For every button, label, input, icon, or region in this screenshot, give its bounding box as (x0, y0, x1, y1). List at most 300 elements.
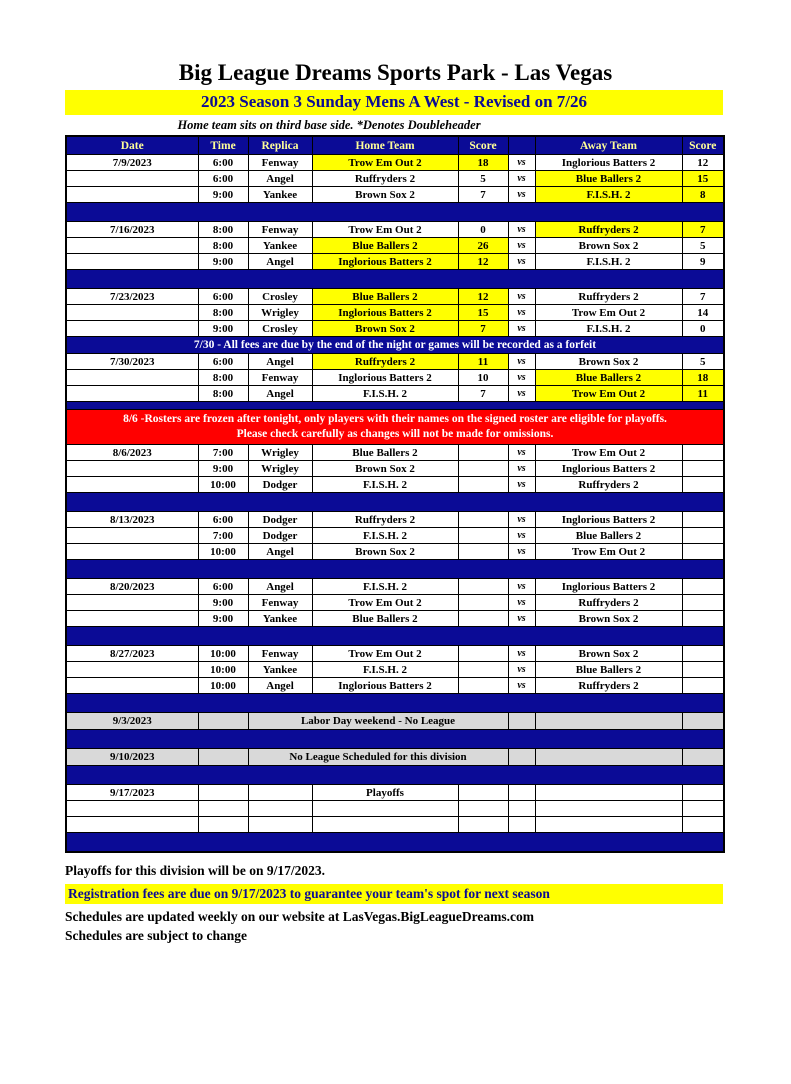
empty-cell (198, 817, 248, 833)
home-score-cell: 15 (458, 305, 508, 321)
vs-label: vs (508, 370, 535, 386)
replica-cell: Yankee (248, 662, 312, 678)
empty-cell (312, 817, 458, 833)
game-row (66, 171, 724, 187)
home-team-cell: Brown Sox 2 (312, 321, 458, 337)
time-cell: 9:00 (198, 611, 248, 627)
away-score-cell (682, 477, 724, 493)
vs-label (508, 749, 535, 766)
empty-cell (66, 817, 198, 833)
time-cell: 10:00 (198, 477, 248, 493)
empty-cell (458, 817, 508, 833)
home-team-cell: F.I.S.H. 2 (312, 528, 458, 544)
home-team-cell: Inglorious Batters 2 (312, 370, 458, 386)
replica-cell (248, 785, 312, 801)
date-cell (66, 544, 198, 560)
separator-band (66, 402, 724, 410)
game-row (66, 187, 724, 203)
time-cell: 10:00 (198, 662, 248, 678)
time-cell: 8:00 (198, 305, 248, 321)
game-row (66, 595, 724, 611)
date-cell (66, 528, 198, 544)
date-cell (66, 477, 198, 493)
game-row (66, 678, 724, 694)
date-cell: 9/17/2023 (66, 785, 198, 801)
date-cell (66, 321, 198, 337)
replica-cell: Dodger (248, 512, 312, 528)
date-cell (66, 678, 198, 694)
table-header-row (66, 136, 724, 155)
away-score-cell (682, 646, 724, 662)
time-cell: 6:00 (198, 171, 248, 187)
schedule-table (65, 135, 725, 853)
time-cell: 8:00 (198, 370, 248, 386)
replica-cell: Angel (248, 579, 312, 595)
game-row (66, 646, 724, 662)
home-team-cell: Brown Sox 2 (312, 544, 458, 560)
home-team-cell: Trow Em Out 2 (312, 595, 458, 611)
empty-cell (458, 801, 508, 817)
home-team-cell: Trow Em Out 2 (312, 155, 458, 171)
home-score-cell (458, 785, 508, 801)
away-score-cell (682, 678, 724, 694)
time-cell: 9:00 (198, 321, 248, 337)
notice-gray-row (66, 749, 724, 766)
replica-cell: Angel (248, 354, 312, 370)
game-row (66, 477, 724, 493)
away-score-cell (682, 461, 724, 477)
away-score-cell (682, 595, 724, 611)
roster-freeze-banner-line: 8/6 -Rosters are frozen after tonight, only players with their names on the signed roster are eligible for playoffs. (123, 413, 667, 425)
schedule-page (0, 60, 791, 944)
empty-cell (535, 817, 682, 833)
away-score-cell (682, 662, 724, 678)
separator-row (66, 203, 724, 222)
home-score-cell (458, 477, 508, 493)
away-team-cell: F.I.S.H. 2 (535, 254, 682, 270)
time-cell: 6:00 (198, 289, 248, 305)
away-team-cell: Brown Sox 2 (535, 646, 682, 662)
separator-row (66, 694, 724, 713)
vs-label: vs (508, 321, 535, 337)
away-score-cell: 14 (682, 305, 724, 321)
away-team-cell: Ruffryders 2 (535, 222, 682, 238)
game-row (66, 254, 724, 270)
date-cell (66, 662, 198, 678)
time-cell: 7:00 (198, 445, 248, 461)
away-team-cell (535, 713, 682, 730)
empty-cell (312, 801, 458, 817)
away-score-cell: 0 (682, 321, 724, 337)
away-team-cell: Trow Em Out 2 (535, 386, 682, 402)
subject-to-change-note: Schedules are subject to change (65, 928, 247, 943)
away-team-cell: Blue Ballers 2 (535, 171, 682, 187)
separator-band (66, 730, 724, 749)
home-team-cell: Blue Ballers 2 (312, 289, 458, 305)
separator-thin-row (66, 402, 724, 410)
empty-cell (248, 817, 312, 833)
away-score-cell (682, 785, 724, 801)
roster-freeze-banner-line: Please check carefully as changes will not be made for omissions. (236, 428, 554, 440)
away-score-cell: 18 (682, 370, 724, 386)
game-row (66, 155, 724, 171)
home-score-cell: 10 (458, 370, 508, 386)
away-score-cell (682, 611, 724, 627)
vs-label: vs (508, 544, 535, 560)
away-team-cell: Trow Em Out 2 (535, 544, 682, 560)
separator-band (66, 833, 724, 853)
separator-band (66, 560, 724, 579)
vs-label: vs (508, 461, 535, 477)
time-cell: 9:00 (198, 461, 248, 477)
away-score-cell: 5 (682, 238, 724, 254)
home-team-cell: F.I.S.H. 2 (312, 386, 458, 402)
away-team-cell: Blue Ballers 2 (535, 662, 682, 678)
replica-cell: Fenway (248, 646, 312, 662)
replica-cell: Angel (248, 386, 312, 402)
date-cell: 8/20/2023 (66, 579, 198, 595)
banner-red-row (66, 410, 724, 445)
game-row (66, 370, 724, 386)
date-cell (66, 461, 198, 477)
home-score-cell (458, 678, 508, 694)
vs-label: vs (508, 386, 535, 402)
game-row (66, 528, 724, 544)
home-score-cell: 0 (458, 222, 508, 238)
footer-notes (65, 863, 723, 944)
replica-cell: Yankee (248, 187, 312, 203)
home-team-cell: Inglorious Batters 2 (312, 254, 458, 270)
date-cell: 7/30/2023 (66, 354, 198, 370)
date-cell: 8/13/2023 (66, 512, 198, 528)
away-team-cell: Blue Ballers 2 (535, 370, 682, 386)
separator-band (66, 766, 724, 785)
replica-cell: Angel (248, 171, 312, 187)
home-team-cell: Blue Ballers 2 (312, 445, 458, 461)
replica-cell: Fenway (248, 222, 312, 238)
column-header-away-team: Away Team (535, 136, 682, 155)
vs-label (508, 785, 535, 801)
home-score-cell: 7 (458, 321, 508, 337)
vs-label: vs (508, 187, 535, 203)
away-team-cell: Ruffryders 2 (535, 289, 682, 305)
vs-label: vs (508, 289, 535, 305)
fees-due-notice: 7/30 - All fees are due by the end of the night or games will be recorded as a forfeit (66, 337, 724, 354)
home-score-cell: 12 (458, 254, 508, 270)
home-team-cell: Inglorious Batters 2 (312, 305, 458, 321)
vs-label: vs (508, 595, 535, 611)
away-team-cell: Ruffryders 2 (535, 477, 682, 493)
time-cell (198, 713, 248, 730)
separator-row (66, 493, 724, 512)
replica-cell: Wrigley (248, 305, 312, 321)
empty-row (66, 801, 724, 817)
time-cell: 8:00 (198, 222, 248, 238)
separator-row (66, 833, 724, 853)
game-row (66, 579, 724, 595)
vs-label: vs (508, 611, 535, 627)
separator-band (66, 493, 724, 512)
home-team-cell: Ruffryders 2 (312, 512, 458, 528)
replica-cell: Dodger (248, 477, 312, 493)
game-row (66, 461, 724, 477)
no-league-message: No League Scheduled for this division (248, 749, 508, 766)
home-score-cell (458, 512, 508, 528)
game-row (66, 544, 724, 560)
separator-row (66, 560, 724, 579)
time-cell: 6:00 (198, 354, 248, 370)
home-team-cell: F.I.S.H. 2 (312, 579, 458, 595)
vs-label: vs (508, 678, 535, 694)
empty-cell (682, 817, 724, 833)
game-row (66, 289, 724, 305)
column-header-home-team: Home Team (312, 136, 458, 155)
home-score-cell (458, 461, 508, 477)
away-score-cell: 5 (682, 354, 724, 370)
home-team-cell: Ruffryders 2 (312, 354, 458, 370)
away-team-cell: Brown Sox 2 (535, 611, 682, 627)
replica-cell: Wrigley (248, 445, 312, 461)
vs-label: vs (508, 354, 535, 370)
time-cell: 10:00 (198, 646, 248, 662)
empty-cell (248, 801, 312, 817)
vs-label: vs (508, 646, 535, 662)
vs-label: vs (508, 238, 535, 254)
away-team-cell: Inglorious Batters 2 (535, 461, 682, 477)
replica-cell: Crosley (248, 289, 312, 305)
home-team-cell: F.I.S.H. 2 (312, 662, 458, 678)
home-score-cell (458, 595, 508, 611)
separator-row (66, 730, 724, 749)
separator-band (66, 694, 724, 713)
away-team-cell: Blue Ballers 2 (535, 528, 682, 544)
notice-navy-row (66, 337, 724, 354)
time-cell: 7:00 (198, 528, 248, 544)
game-row (66, 386, 724, 402)
away-score-cell (682, 579, 724, 595)
away-team-cell (535, 749, 682, 766)
empty-row (66, 817, 724, 833)
away-score-cell: 7 (682, 222, 724, 238)
date-cell (66, 611, 198, 627)
playoffs-date-note: Playoffs for this division will be on 9/17/2023. (65, 863, 326, 878)
home-team-cell: Trow Em Out 2 (312, 646, 458, 662)
home-score-cell: 26 (458, 238, 508, 254)
time-cell: 8:00 (198, 238, 248, 254)
vs-label: vs (508, 445, 535, 461)
away-team-cell: F.I.S.H. 2 (535, 187, 682, 203)
away-team-cell: Brown Sox 2 (535, 238, 682, 254)
vs-label: vs (508, 305, 535, 321)
time-cell: 8:00 (198, 386, 248, 402)
time-cell: 6:00 (198, 579, 248, 595)
time-cell: 6:00 (198, 512, 248, 528)
away-score-cell (682, 544, 724, 560)
home-team-cell: Brown Sox 2 (312, 461, 458, 477)
home-score-cell: 12 (458, 289, 508, 305)
away-score-cell: 11 (682, 386, 724, 402)
game-row (66, 662, 724, 678)
page-title: Big League Dreams Sports Park - Las Vegas (178, 60, 613, 85)
home-score-cell (458, 445, 508, 461)
column-header-replica: Replica (248, 136, 312, 155)
vs-label: vs (508, 254, 535, 270)
home-score-cell (458, 528, 508, 544)
roster-freeze-banner (66, 410, 724, 445)
home-score-cell (458, 662, 508, 678)
no-league-message: Labor Day weekend - No League (248, 713, 508, 730)
column-header-score: Score (682, 136, 724, 155)
separator-row (66, 270, 724, 289)
date-cell (66, 171, 198, 187)
date-cell (66, 254, 198, 270)
date-cell (66, 595, 198, 611)
away-team-cell: Inglorious Batters 2 (535, 512, 682, 528)
date-cell (66, 187, 198, 203)
game-row (66, 445, 724, 461)
date-cell: 7/23/2023 (66, 289, 198, 305)
date-cell: 8/27/2023 (66, 646, 198, 662)
replica-cell: Fenway (248, 155, 312, 171)
game-row (66, 611, 724, 627)
date-cell: 9/10/2023 (66, 749, 198, 766)
empty-cell (535, 801, 682, 817)
away-team-cell: Inglorious Batters 2 (535, 579, 682, 595)
away-team-cell: Brown Sox 2 (535, 354, 682, 370)
separator-row (66, 766, 724, 785)
away-team-cell: Trow Em Out 2 (535, 445, 682, 461)
game-row (66, 321, 724, 337)
home-team-cell: Brown Sox 2 (312, 187, 458, 203)
home-team-cell: Blue Ballers 2 (312, 611, 458, 627)
home-score-cell (458, 611, 508, 627)
time-cell (198, 749, 248, 766)
separator-band (66, 203, 724, 222)
column-header-time: Time (198, 136, 248, 155)
away-team-cell: Ruffryders 2 (535, 595, 682, 611)
game-row (66, 222, 724, 238)
replica-cell: Yankee (248, 611, 312, 627)
notice-gray-row (66, 713, 724, 730)
vs-label: vs (508, 579, 535, 595)
home-team-cell: Inglorious Batters 2 (312, 678, 458, 694)
empty-cell (198, 801, 248, 817)
home-score-cell (458, 646, 508, 662)
date-cell: 7/9/2023 (66, 155, 198, 171)
time-cell: 9:00 (198, 595, 248, 611)
time-cell: 9:00 (198, 187, 248, 203)
date-cell (66, 238, 198, 254)
date-cell (66, 305, 198, 321)
date-cell: 7/16/2023 (66, 222, 198, 238)
replica-cell: Yankee (248, 238, 312, 254)
vs-label: vs (508, 477, 535, 493)
time-cell: 9:00 (198, 254, 248, 270)
time-cell: 10:00 (198, 544, 248, 560)
empty-cell (508, 817, 535, 833)
website-note: Schedules are updated weekly on our website at LasVegas.BigLeagueDreams.com (65, 909, 535, 924)
away-score-cell: 7 (682, 289, 724, 305)
away-score-cell (682, 528, 724, 544)
game-row (66, 238, 724, 254)
column-header-score: Score (458, 136, 508, 155)
registration-fees-note: Registration fees are due on 9/17/2023 to guarantee your team's spot for next season (65, 884, 723, 904)
away-score-cell: 15 (682, 171, 724, 187)
empty-cell (66, 801, 198, 817)
replica-cell: Angel (248, 254, 312, 270)
away-team-cell: Ruffryders 2 (535, 678, 682, 694)
home-team-cell: Blue Ballers 2 (312, 238, 458, 254)
replica-cell: Wrigley (248, 461, 312, 477)
column-header-vs (508, 136, 535, 155)
game-row (66, 512, 724, 528)
away-score-cell: 8 (682, 187, 724, 203)
away-score-cell (682, 749, 724, 766)
away-score-cell (682, 713, 724, 730)
away-team-cell: Trow Em Out 2 (535, 305, 682, 321)
replica-cell: Angel (248, 544, 312, 560)
replica-cell: Dodger (248, 528, 312, 544)
home-score-cell: 7 (458, 187, 508, 203)
vs-label: vs (508, 512, 535, 528)
separator-band (66, 270, 724, 289)
home-score-cell: 18 (458, 155, 508, 171)
away-team-cell (535, 785, 682, 801)
home-score-cell (458, 579, 508, 595)
season-subtitle: 2023 Season 3 Sunday Mens A West - Revised on 7/26 (65, 90, 723, 115)
home-score-cell: 7 (458, 386, 508, 402)
away-team-cell: F.I.S.H. 2 (535, 321, 682, 337)
home-score-cell: 5 (458, 171, 508, 187)
game-row (66, 354, 724, 370)
date-cell (66, 370, 198, 386)
vs-label: vs (508, 662, 535, 678)
date-cell (66, 386, 198, 402)
home-score-cell: 11 (458, 354, 508, 370)
away-score-cell: 12 (682, 155, 724, 171)
time-cell: 6:00 (198, 155, 248, 171)
separator-row (66, 627, 724, 646)
home-team-cell: F.I.S.H. 2 (312, 477, 458, 493)
time-cell: 10:00 (198, 678, 248, 694)
away-team-cell: Inglorious Batters 2 (535, 155, 682, 171)
playoffs-row (66, 785, 724, 801)
empty-cell (508, 801, 535, 817)
vs-label: vs (508, 528, 535, 544)
home-team-cell: Trow Em Out 2 (312, 222, 458, 238)
away-score-cell (682, 512, 724, 528)
vs-label: vs (508, 171, 535, 187)
vs-label (508, 713, 535, 730)
replica-cell: Angel (248, 678, 312, 694)
date-cell: 8/6/2023 (66, 445, 198, 461)
away-score-cell: 9 (682, 254, 724, 270)
home-team-note: Home team sits on third base side. *Denotes Doubleheader (177, 118, 481, 132)
playoffs-cell: Playoffs (312, 785, 458, 801)
replica-cell: Fenway (248, 370, 312, 386)
away-score-cell (682, 445, 724, 461)
replica-cell: Fenway (248, 595, 312, 611)
empty-cell (682, 801, 724, 817)
game-row (66, 305, 724, 321)
column-header-date: Date (66, 136, 198, 155)
separator-band (66, 627, 724, 646)
home-team-cell: Ruffryders 2 (312, 171, 458, 187)
replica-cell: Crosley (248, 321, 312, 337)
home-score-cell (458, 544, 508, 560)
vs-label: vs (508, 155, 535, 171)
time-cell (198, 785, 248, 801)
